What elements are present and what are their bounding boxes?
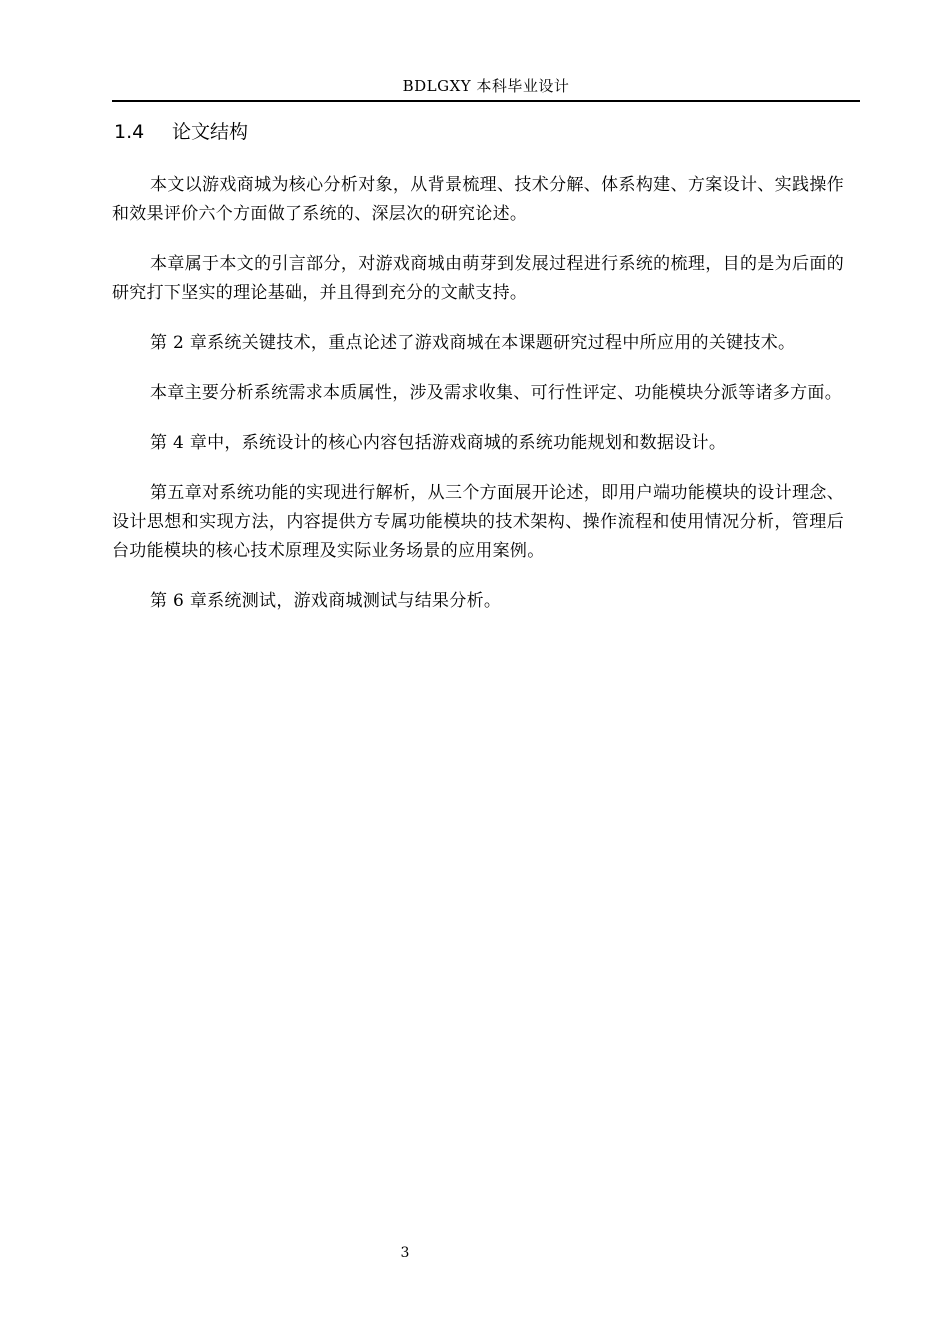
paragraph: 本章属于本文的引言部分，对游戏商城由萌芽到发展过程进行系统的梳理，目的是为后面的研究打下坚实的理论基础，并且得到充分的文献支持。 [112,254,844,303]
paragraph: 第 2 章系统关键技术，重点论述了游戏商城在本课题研究过程中所应用的关键技术。 [150,333,796,353]
page-number: 3 [400,1245,410,1261]
paragraph: 第五章对系统功能的实现进行解析，从三个方面展开论述，即用户端功能模块的设计理念、设计思想和实现方法，内容提供方专属功能模块的技术架构、操作流程和使用情况分析，管理后台功能模块的核心技术原理及实际业务场景的应用案例。 [112,483,844,561]
header-rule [112,100,860,102]
paragraph: 本文以游戏商城为核心分析对象，从背景梳理、技术分解、体系构建、方案设计、实践操作和效果评价六个方面做了系统的、深层次的研究论述。 [112,175,844,224]
paragraph: 本章主要分析系统需求本质属性，涉及需求收集、可行性评定、功能模块分派等诸多方面。 [150,383,842,403]
paragraph: 第 4 章中，系统设计的核心内容包括游戏商城的系统功能规划和数据设计。 [150,433,727,453]
paragraph: 第 6 章系统测试，游戏商城测试与结果分析。 [150,591,502,611]
section-title-text: 论文结构 [172,121,249,143]
section-heading [114,118,248,146]
body-text [112,171,844,637]
running-header: BDLGXY 本科毕业设计 [402,77,570,95]
section-number: 1.4 [114,121,145,143]
